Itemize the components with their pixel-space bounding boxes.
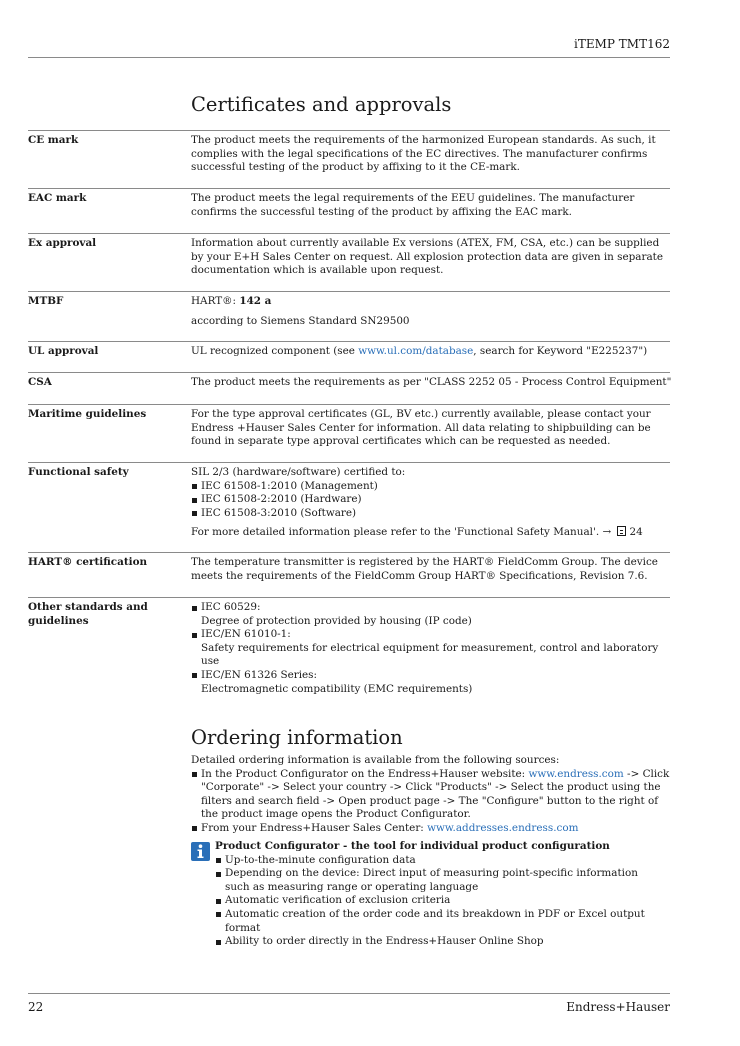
- list-item: Up-to-the-minute configuration data: [215, 854, 655, 868]
- ordering-item-text: In the Product Configurator on the Endress+Hauser website:: [201, 767, 529, 780]
- arrow-icon: →: [602, 526, 612, 539]
- list-item: Automatic creation of the order code and its breakdown in PDF or Excel output format: [215, 908, 655, 935]
- list-item: IEC 61508-2:2010 (Hardware): [191, 493, 673, 507]
- sales-center-link[interactable]: www.addresses.endress.com: [427, 821, 579, 834]
- row-divider: [28, 552, 670, 553]
- row-divider: [28, 372, 670, 373]
- section-heading-certificates: Certificates and approvals: [191, 93, 452, 116]
- list-item: IEC 61508-1:2010 (Management): [191, 480, 673, 494]
- ul-approval-text: [191, 345, 673, 359]
- mtbf-body: [191, 295, 673, 328]
- standard-title: IEC/EN 61326 Series:: [201, 668, 318, 681]
- header-divider: [28, 57, 670, 58]
- ordering-sources-list: [191, 768, 673, 836]
- row-divider: [28, 462, 670, 463]
- list-item: [191, 822, 673, 836]
- ul-approval-label: UL approval: [28, 345, 99, 357]
- document-title: iTEMP TMT162: [574, 37, 670, 51]
- list-item: Automatic verification of exclusion criteria: [215, 894, 655, 908]
- eac-mark-label: EAC mark: [28, 192, 87, 204]
- mtbf-hart-prefix: HART®:: [191, 295, 240, 307]
- info-icon: [191, 842, 210, 861]
- other-standards-body: [191, 601, 673, 696]
- ex-approval-label: Ex approval: [28, 237, 97, 249]
- ce-mark-label: CE mark: [28, 134, 79, 146]
- mtbf-value: 142 a: [239, 295, 272, 307]
- functional-safety-label: Functional safety: [28, 466, 129, 478]
- section-heading-ordering: Ordering information: [191, 726, 403, 749]
- mtbf-label: MTBF: [28, 295, 64, 307]
- other-standards-list: [191, 601, 673, 696]
- csa-label: CSA: [28, 376, 52, 388]
- maritime-label: Maritime guidelines: [28, 408, 147, 420]
- ordering-item-text: -> Click "Corporate" -> Select your country -> Click "Products" -> Select the product using the filters and search field -> Open product page -> The "Configure" button to the right of the product image opens the Product Configurator.: [201, 767, 670, 821]
- mtbf-standard: according to Siemens Standard SN29500: [191, 314, 410, 327]
- endress-website-link[interactable]: www.endress.com: [528, 767, 624, 780]
- row-divider: [28, 341, 670, 342]
- ce-mark-text: The product meets the requirements of the harmonized European standards. As such, it complies with the legal specifications of the EC directives. The manufacturer confirms successful testing of the product by affixing to it the CE-mark.: [191, 134, 656, 174]
- list-item: Ability to order directly in the Endress+Hauser Online Shop: [215, 935, 655, 949]
- mtbf-hart-line: [191, 295, 673, 309]
- list-item: [191, 628, 673, 669]
- functional-safety-more-text: For more detailed information please refer to the 'Functional Safety Manual'.: [191, 526, 600, 539]
- functional-safety-body: [191, 466, 673, 540]
- functional-safety-list: [191, 480, 673, 521]
- csa-text: The product meets the requirements as per "CLASS 2252 05 - Process Control Equipment": [191, 376, 672, 388]
- row-divider: [28, 233, 670, 234]
- hart-certification-label: HART® certification: [28, 556, 148, 568]
- row-divider: [28, 597, 670, 598]
- page-number: 22: [28, 1000, 44, 1014]
- standard-description: Safety requirements for electrical equipment for measurement, control and laboratory use: [201, 641, 659, 668]
- list-item: [191, 601, 673, 628]
- list-item: [191, 669, 673, 696]
- ul-database-link[interactable]: www.ul.com/database: [358, 345, 474, 357]
- standard-title: IEC 60529:: [201, 601, 261, 613]
- row-divider: [28, 404, 670, 405]
- page-reference-icon: [617, 526, 626, 536]
- eac-mark-text: The product meets the legal requirements of the EEU guidelines. The manufacturer confirms the successful testing of the product by affixing the EAC mark.: [191, 192, 635, 218]
- ul-text-after: , search for Keyword "E225237"): [473, 345, 648, 357]
- page-reference-number[interactable]: 24: [629, 526, 643, 539]
- product-configurator-note: [215, 840, 655, 949]
- standard-description: Electromagnetic compatibility (EMC requirements): [201, 682, 473, 695]
- maritime-text: For the type approval certificates (GL, BV etc.) currently available, please contact your Endress +Hauser Sales Center for information. All data relating to shipbuilding can be found in separate type approval certificates which can be requested as needed.: [191, 408, 651, 448]
- row-divider: [28, 188, 670, 189]
- functional-safety-more: [191, 526, 673, 540]
- list-item: IEC 61508-3:2010 (Software): [191, 507, 673, 521]
- ordering-intro: Detailed ordering information is available from the following sources:: [191, 754, 560, 766]
- other-standards-label: Other standards and guidelines: [28, 601, 148, 627]
- standard-title: IEC/EN 61010-1:: [201, 628, 291, 641]
- ordering-item-text: From your Endress+Hauser Sales Center:: [201, 821, 428, 834]
- standard-description: Degree of protection provided by housing (IP code): [201, 614, 472, 627]
- ordering-body: [191, 754, 673, 836]
- ex-approval-text: Information about currently available Ex versions (ATEX, FM, CSA, etc.) can be supplied by your E+H Sales Center on request. All explosion protection data are given in separate documentation which is available upon request.: [191, 237, 663, 277]
- list-item: [191, 768, 673, 822]
- ul-text-before: UL recognized component (see: [191, 345, 359, 357]
- note-title: Product Configurator - the tool for individual product configuration: [215, 840, 610, 852]
- note-list: [215, 854, 655, 949]
- brand-name: Endress+Hauser: [566, 1000, 670, 1014]
- row-divider: [28, 291, 670, 292]
- list-item: Depending on the device: Direct input of measuring point-specific information such as measuring range or operating language: [215, 867, 655, 894]
- footer-divider: [28, 993, 670, 994]
- row-divider: [28, 130, 670, 131]
- hart-certification-text: The temperature transmitter is registered by the HART® FieldComm Group. The device meets the requirements of the FieldComm Group HART® Specifications, Revision 7.6.: [191, 556, 658, 582]
- functional-safety-intro: SIL 2/3 (hardware/software) certified to:: [191, 466, 406, 478]
